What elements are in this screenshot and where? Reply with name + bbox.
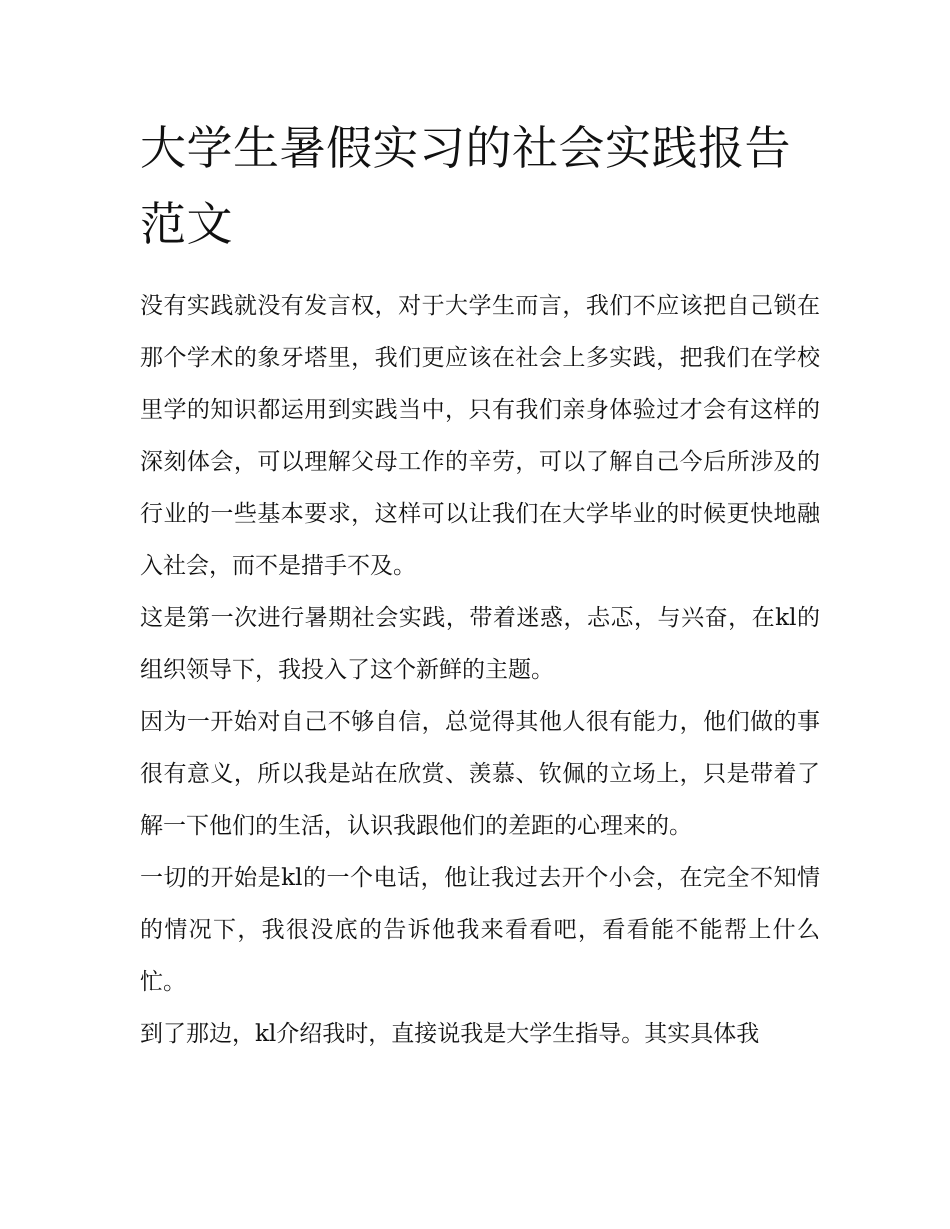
paragraph: 一切的开始是kl的一个电话，他让我过去开个小会，在完全不知情的情况下，我很没底的告诉他我来看看吧，看看能不能帮上什么忙。 [140,865,820,995]
document-body [140,280,820,1060]
document-title: 大学生暑假实习的社会实践报告范文 [140,121,791,251]
paragraph: 到了那边，kl介绍我时，直接说我是大学生指导。其实具体我 [140,1021,760,1047]
document-content [140,110,820,1060]
paragraph: 因为一开始对自己不够自信，总觉得其他人很有能力，他们做的事很有意义，所以我是站在欣赏、羡慕、钦佩的立场上，只是带着了解一下他们的生活，认识我跟他们的差距的心理来的。 [140,709,820,839]
paragraph: 这是第一次进行暑期社会实践，带着迷惑，忐忑，与兴奋，在kl的组织领导下，我投入了这个新鲜的主题。 [140,605,820,683]
paragraph: 没有实践就没有发言权，对于大学生而言，我们不应该把自己锁在那个学术的象牙塔里，我们更应该在社会上多实践，把我们在学校里学的知识都运用到实践当中，只有我们亲身体验过才会有这样的深刻体会，可以理解父母工作的辛劳，可以了解自己今后所涉及的行业的一些基本要求，这样可以让我们在大学毕业的时候更快地融入社会，而不是措手不及。 [140,293,820,579]
